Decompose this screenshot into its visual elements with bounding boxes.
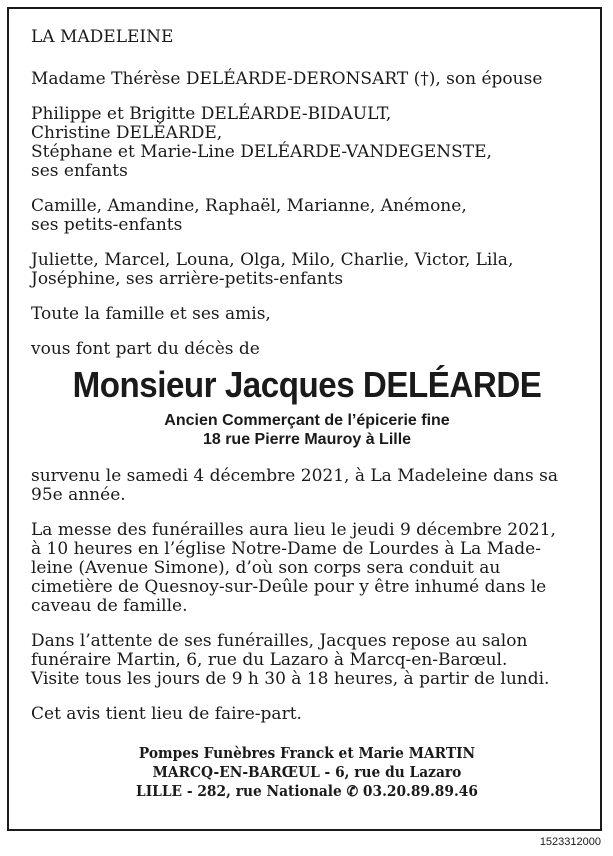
death-details-line: 95e année. [31,485,126,505]
funeral-line: cimetière de Quesnoy-sur-Deûle pour y être inhumé dans le [31,577,547,597]
death-details-section [31,467,583,505]
funeral-line: leine (Avenue Simone), d’où son corps sera conduit au [31,558,501,578]
viewing-line: Visite tous les jours de 9 h 30 à 18 heures, à partir de lundi. [31,669,550,689]
family-section [31,305,583,324]
funeral-line: La messe des funérailles aura lieu le jeudi 9 décembre 2021, [31,520,556,540]
place-header: LA MADELEINE [31,27,174,47]
reference-number: 1523312000 [539,836,601,848]
funeral-home-phone: LILLE - 282, rue Nationale ✆ 03.20.89.89.46 [136,783,478,800]
viewing-line: funéraire Martin, 6, rue du Lazaro à Marcq-en-Barœul. [31,650,508,670]
funeral-line: à 10 heures en l’église Notre-Dame de Lourdes à La Made- [31,539,541,559]
children-line: Christine DELÉARDE, [31,123,223,143]
closing-section [31,705,583,724]
funeral-home-name: Pompes Funèbres Franck et Marie MARTIN [138,745,476,762]
children-section [31,105,583,181]
funeral-section [31,521,583,616]
grandchildren-line: Camille, Amandine, Raphaël, Marianne, Anémone, [31,196,467,216]
funeral-home-block [31,744,583,801]
grandchildren-line: ses petits-enfants [31,215,183,235]
children-line: Philippe et Brigitte DELÉARDE-BIDAULT, [31,104,392,124]
deceased-name: Monsieur Jacques DELÉARDE [72,364,542,405]
grandchildren-section [31,197,583,235]
deceased-title-section [31,411,583,449]
viewing-section [31,632,583,689]
death-details-line: survenu le samedi 4 décembre 2021, à La Madeleine dans sa [31,466,558,486]
great-grandchildren-line: Joséphine, ses arrière-petits-enfants [31,269,344,289]
viewing-line: Dans l’attente de ses funérailles, Jacques repose au salon [31,631,528,651]
funeral-line: caveau de famille. [31,596,188,616]
great-grandchildren-line: Juliette, Marcel, Louna, Olga, Milo, Charlie, Victor, Lila, [31,250,514,270]
spouse-section [31,70,583,89]
deceased-title-line: Ancien Commerçant de l’épicerie fine [164,412,450,429]
deceased-address-line: 18 rue Pierre Mauroy à Lille [202,431,412,448]
family-line: Toute la famille et ses amis, [31,304,271,324]
announce-line: vous font part du décès de [31,339,260,359]
closing-line: Cet avis tient lieu de faire-part. [31,704,302,724]
children-line: ses enfants [31,161,128,181]
obituary-notice [31,28,583,801]
funeral-home-address: MARCQ-EN-BARŒUL - 6, rue du Lazaro [152,764,462,781]
children-line: Stéphane et Marie-Line DELÉARDE-VANDEGENSTE, [31,142,492,162]
spouse-line: Madame Thérèse DELÉARDE-DERONSART (†), son épouse [31,69,543,89]
great-grandchildren-section [31,251,583,289]
